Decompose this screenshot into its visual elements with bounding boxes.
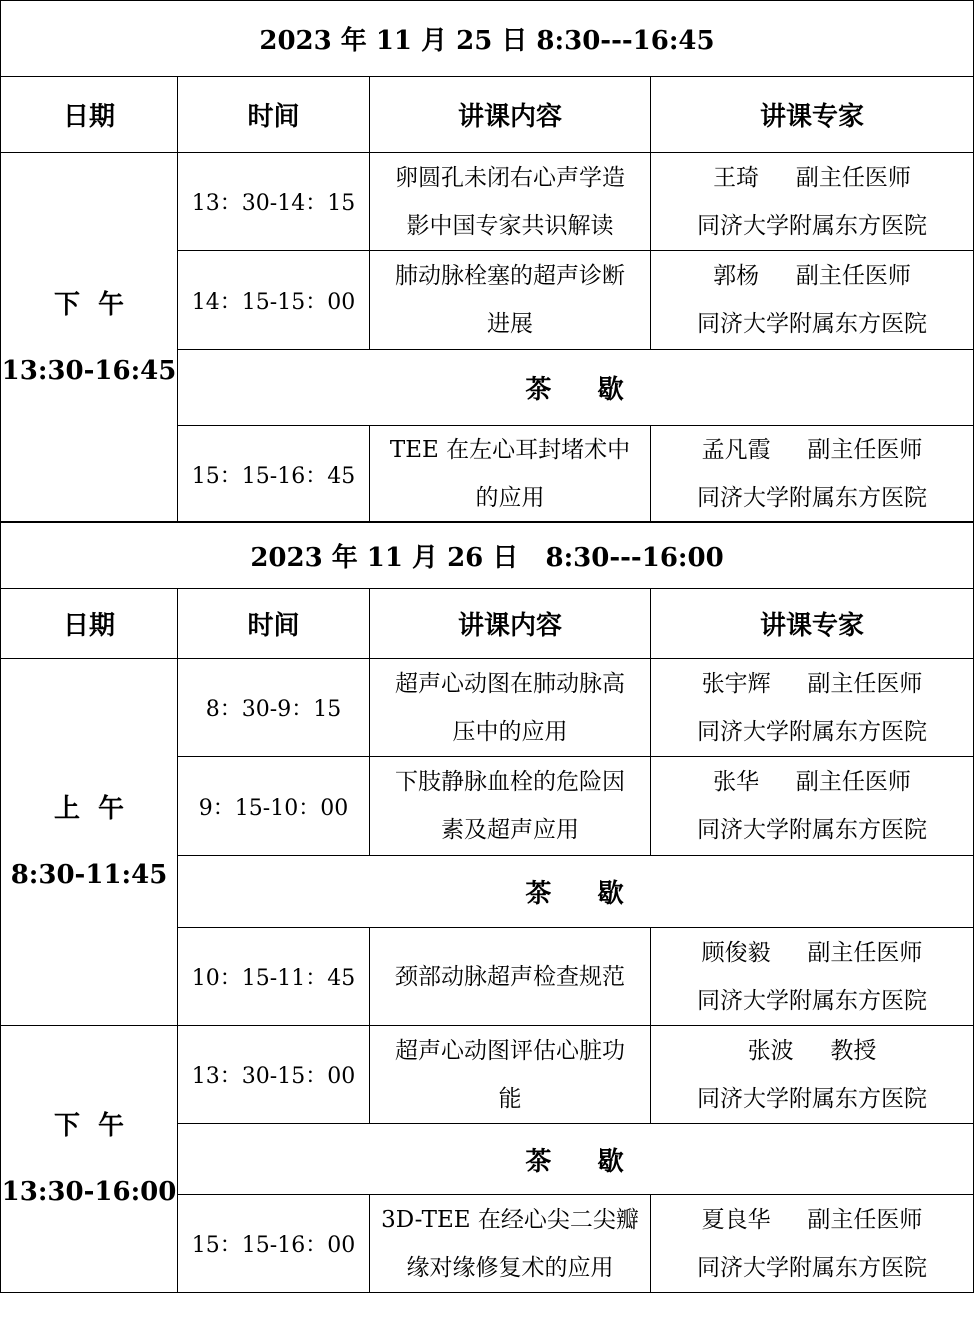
speaker-org: 同济大学附属东方医院	[697, 718, 928, 745]
speaker-title: 副主任医师	[795, 164, 911, 191]
speaker-name: 孟凡霞	[701, 437, 771, 463]
session-speaker	[651, 659, 974, 757]
topic-line: 下肢静脉血栓的危险因	[395, 769, 625, 795]
segment-range: 8:30-11:45	[10, 860, 168, 890]
speaker-name: 张华	[713, 769, 760, 795]
speaker-org: 同济大学附属东方医院	[697, 485, 927, 511]
header-topic: 讲课内容	[370, 589, 651, 659]
speaker-name: 张波	[747, 1037, 794, 1064]
topic-line: 素及超声应用	[441, 817, 579, 843]
session-time: 14：15-15：00	[178, 251, 370, 350]
topic-line: 压中的应用	[452, 718, 568, 745]
tea-break: 茶 歇	[178, 350, 974, 426]
session-time: 13：30-14：15	[178, 153, 370, 251]
topic-line: 颈部动脉超声检查规范	[395, 963, 625, 990]
session-time: 13：30-15：00	[178, 1026, 370, 1124]
session-speaker	[651, 153, 974, 251]
session-speaker	[651, 426, 974, 523]
header-time: 时间	[178, 589, 370, 659]
session-topic	[370, 153, 651, 251]
speaker-title: 副主任医师	[807, 1206, 923, 1233]
segment-range: 13:30-16:45	[1, 355, 177, 386]
speaker-name: 王琦	[713, 164, 760, 191]
session-time: 9：15-10：00	[178, 757, 370, 856]
segment-range: 13:30-16:00	[1, 1177, 177, 1207]
session-time: 8：30-9：15	[178, 659, 370, 757]
session-time: 15：15-16：00	[178, 1195, 370, 1293]
speaker-name: 郭杨	[713, 263, 760, 289]
schedule-table-day1	[0, 0, 974, 523]
header-time: 时间	[178, 77, 370, 153]
session-speaker	[651, 757, 974, 856]
header-topic: 讲课内容	[370, 77, 651, 153]
day-title: 2023 年 11 月 25 日 8:30---16:45	[1, 1, 974, 77]
topic-line: 肺动脉栓塞的超声诊断	[395, 263, 625, 289]
speaker-title: 副主任医师	[807, 939, 923, 966]
session-topic	[370, 426, 651, 523]
segment-cell	[1, 153, 178, 523]
speaker-title: 副主任医师	[807, 437, 923, 463]
day-title: 2023 年 11 月 26 日 8:30---16:00	[1, 522, 974, 589]
segment-label: 上 午	[53, 794, 125, 824]
tea-break: 茶 歇	[178, 1124, 974, 1195]
speaker-org: 同济大学附属东方医院	[697, 1085, 928, 1112]
segment-cell	[1, 659, 178, 1026]
schedule-table-day2	[0, 521, 974, 1293]
topic-line: 卵圆孔未闭右心声学造	[395, 164, 625, 191]
header-speaker: 讲课专家	[651, 589, 974, 659]
session-topic	[370, 1195, 651, 1293]
speaker-org: 同济大学附属东方医院	[697, 212, 927, 239]
speaker-title: 副主任医师	[795, 769, 911, 795]
speaker-title: 副主任医师	[807, 670, 923, 697]
session-topic	[370, 928, 651, 1026]
speaker-org: 同济大学附属东方医院	[697, 987, 928, 1014]
session-time: 10：15-11：45	[178, 928, 370, 1026]
topic-line: 影中国专家共识解读	[406, 212, 614, 239]
speaker-title: 教授	[830, 1037, 877, 1064]
segment-label: 下 午	[53, 289, 125, 320]
session-speaker	[651, 251, 974, 350]
session-speaker	[651, 928, 974, 1026]
topic-line: 超声心动图评估心脏功	[395, 1037, 625, 1064]
header-speaker: 讲课专家	[651, 77, 974, 153]
topic-line: 进展	[487, 311, 533, 337]
header-date: 日期	[1, 589, 178, 659]
session-speaker	[651, 1026, 974, 1124]
speaker-name: 夏良华	[701, 1206, 771, 1233]
session-topic	[370, 659, 651, 757]
session-topic	[370, 757, 651, 856]
session-time: 15：15-16：45	[178, 426, 370, 523]
speaker-org: 同济大学附属东方医院	[697, 817, 928, 843]
topic-line: 能	[498, 1085, 522, 1112]
segment-cell	[1, 1026, 178, 1293]
header-date: 日期	[1, 77, 178, 153]
topic-line: TEE 在左心耳封堵术中	[389, 437, 631, 463]
segment-label: 下 午	[53, 1111, 125, 1141]
topic-line: 缘对缘修复术的应用	[406, 1254, 614, 1281]
speaker-title: 副主任医师	[795, 263, 911, 289]
session-row	[1, 659, 974, 757]
speaker-name: 顾俊毅	[701, 939, 771, 966]
session-row	[1, 153, 974, 251]
speaker-org: 同济大学附属东方医院	[697, 1254, 928, 1281]
session-topic	[370, 251, 651, 350]
session-speaker	[651, 1195, 974, 1293]
speaker-name: 张宇辉	[701, 670, 771, 697]
topic-line: 超声心动图在肺动脉高	[395, 670, 625, 697]
session-row	[1, 1026, 974, 1124]
topic-line: 的应用	[475, 485, 545, 511]
tea-break: 茶 歇	[178, 856, 974, 928]
topic-line: 3D-TEE 在经心尖二尖瓣	[381, 1206, 639, 1233]
speaker-org: 同济大学附属东方医院	[697, 311, 927, 337]
session-topic	[370, 1026, 651, 1124]
